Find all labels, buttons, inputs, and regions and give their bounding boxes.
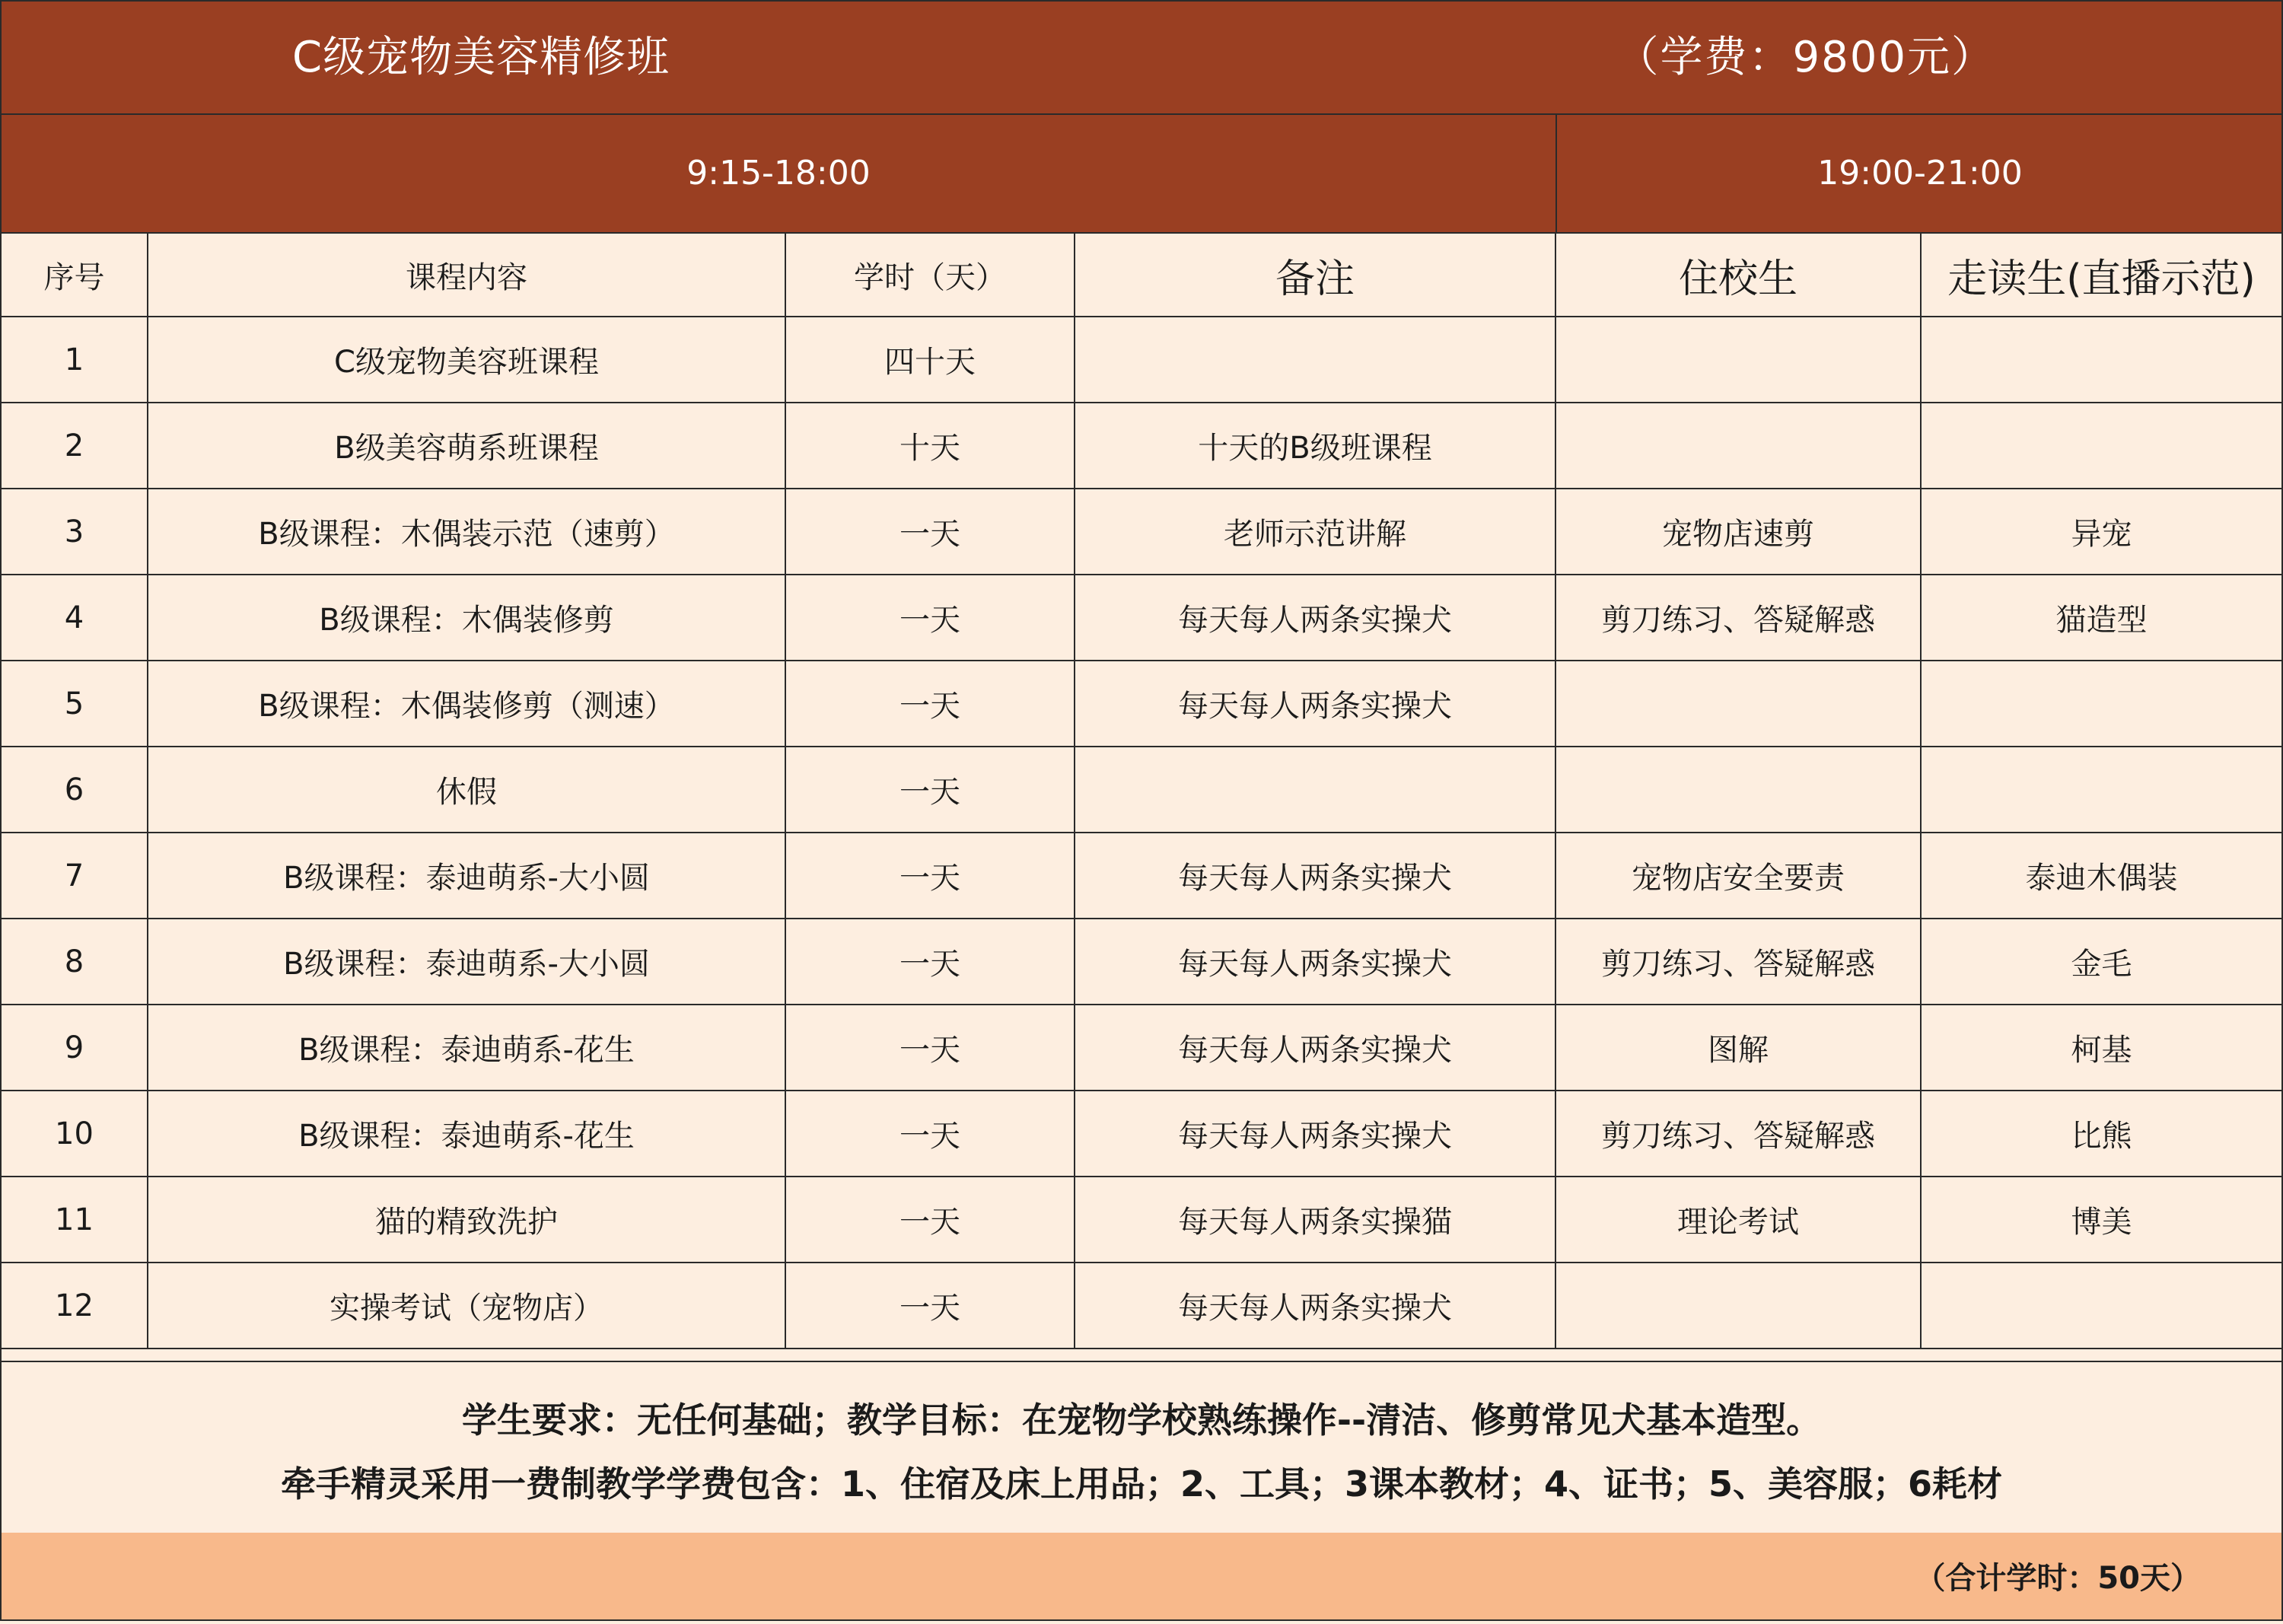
course-content-cell: B级课程：泰迪萌系-大小圆 (148, 919, 785, 1005)
row-index-cell: 6 (2, 747, 148, 833)
column-header-hours: 学时（天） (785, 234, 1075, 317)
hours-cell: 四十天 (785, 317, 1075, 403)
boarding-cell (1555, 317, 1921, 403)
course-content-cell: 休假 (148, 747, 785, 833)
hours-cell: 一天 (785, 919, 1075, 1005)
boarding-cell: 宠物店速剪 (1555, 489, 1921, 575)
table-row (2, 575, 2281, 661)
remarks-cell: 每天每人两条实操犬 (1075, 833, 1555, 919)
boarding-cell (1555, 661, 1921, 747)
day-student-cell: 博美 (1921, 1177, 2281, 1263)
remarks-cell: 每天每人两条实操猫 (1075, 1177, 1555, 1263)
day-student-cell: 异宠 (1921, 489, 2281, 575)
hours-cell: 一天 (785, 747, 1075, 833)
table-row (2, 1005, 2281, 1091)
hours-cell: 一天 (785, 833, 1075, 919)
column-header-boarding: 住校生 (1555, 234, 1921, 317)
boarding-cell: 剪刀练习、答疑解惑 (1555, 575, 1921, 661)
course-content-cell: B级课程：木偶装示范（速剪） (148, 489, 785, 575)
table-row (2, 919, 2281, 1005)
boarding-cell: 图解 (1555, 1005, 1921, 1091)
row-index-cell: 11 (2, 1177, 148, 1263)
requirements-line: 学生要求：无任何基础；教学目标：在宠物学校熟练操作--清洁、修剪常见犬基本造型。 (461, 1400, 1822, 1441)
table-row (2, 1091, 2281, 1177)
tuition-includes-line: 牵手精灵采用一费制教学学费包含：1、住宿及床上用品；2、工具；3课本教材；4、证书；5、美容服；6耗材 (280, 1463, 2003, 1505)
day-student-cell: 柯基 (1921, 1005, 2281, 1091)
course-content-cell: B级课程：泰迪萌系-大小圆 (148, 833, 785, 919)
schedule-table (2, 234, 2281, 1349)
table-row (2, 1263, 2281, 1349)
day-student-cell (1921, 1263, 2281, 1349)
day-student-cell (1921, 747, 2281, 833)
time-slot-bar (2, 115, 2281, 234)
boarding-cell: 剪刀练习、答疑解惑 (1555, 1091, 1921, 1177)
remarks-cell (1075, 747, 1555, 833)
day-student-cell (1921, 403, 2281, 489)
hours-cell: 一天 (785, 489, 1075, 575)
row-index-cell: 3 (2, 489, 148, 575)
hours-cell: 一天 (785, 1091, 1075, 1177)
remarks-cell: 每天每人两条实操犬 (1075, 1263, 1555, 1349)
hours-cell: 一天 (785, 1263, 1075, 1349)
table-header-row (2, 234, 2281, 317)
table-row (2, 1177, 2281, 1263)
course-content-cell: 实操考试（宠物店） (148, 1263, 785, 1349)
column-header-day-student: 走读生(直播示范) (1921, 234, 2281, 317)
course-content-cell: B级课程：木偶装修剪 (148, 575, 785, 661)
table-row (2, 317, 2281, 403)
total-hours: （合计学时：50天） (1915, 1561, 2201, 1596)
row-index-cell: 10 (2, 1091, 148, 1177)
footer-bar (2, 1533, 2281, 1619)
course-content-cell: B级课程：泰迪萌系-花生 (148, 1005, 785, 1091)
row-index-cell: 9 (2, 1005, 148, 1091)
requirements-note (2, 1361, 2281, 1534)
day-student-cell: 金毛 (1921, 919, 2281, 1005)
day-time-slot: 9:15-18:00 (686, 154, 871, 193)
day-student-cell (1921, 661, 2281, 747)
row-index-cell: 4 (2, 575, 148, 661)
course-title: C级宠物美容精修班 (292, 33, 670, 82)
boarding-cell: 理论考试 (1555, 1177, 1921, 1263)
hours-cell: 一天 (785, 1005, 1075, 1091)
title-bar (2, 2, 2281, 115)
day-student-cell: 比熊 (1921, 1091, 2281, 1177)
day-student-cell (1921, 317, 2281, 403)
row-index-cell: 5 (2, 661, 148, 747)
remarks-cell: 每天每人两条实操犬 (1075, 575, 1555, 661)
row-index-cell: 8 (2, 919, 148, 1005)
remarks-cell (1075, 317, 1555, 403)
tuition-fee: （学费：9800元） (1616, 33, 1995, 82)
day-student-cell: 泰迪木偶装 (1921, 833, 2281, 919)
course-content-cell: B级课程：泰迪萌系-花生 (148, 1091, 785, 1177)
table-row (2, 747, 2281, 833)
boarding-cell (1555, 1263, 1921, 1349)
table-row (2, 403, 2281, 489)
course-content-cell: B级美容萌系班课程 (148, 403, 785, 489)
remarks-cell: 每天每人两条实操犬 (1075, 1091, 1555, 1177)
evening-time-slot: 19:00-21:00 (1555, 115, 2283, 232)
course-content-cell: B级课程：木偶装修剪（测速） (148, 661, 785, 747)
hours-cell: 一天 (785, 575, 1075, 661)
row-index-cell: 2 (2, 403, 148, 489)
day-student-cell: 猫造型 (1921, 575, 2281, 661)
row-index-cell: 12 (2, 1263, 148, 1349)
boarding-cell: 宠物店安全要责 (1555, 833, 1921, 919)
remarks-cell: 每天每人两条实操犬 (1075, 661, 1555, 747)
course-content-cell: C级宠物美容班课程 (148, 317, 785, 403)
boarding-cell (1555, 747, 1921, 833)
column-header-remarks: 备注 (1075, 234, 1555, 317)
boarding-cell: 剪刀练习、答疑解惑 (1555, 919, 1921, 1005)
hours-cell: 十天 (785, 403, 1075, 489)
table-row (2, 661, 2281, 747)
row-index-cell: 7 (2, 833, 148, 919)
course-content-cell: 猫的精致洗护 (148, 1177, 785, 1263)
row-index-cell: 1 (2, 317, 148, 403)
remarks-cell: 每天每人两条实操犬 (1075, 919, 1555, 1005)
remarks-cell: 老师示范讲解 (1075, 489, 1555, 575)
hours-cell: 一天 (785, 661, 1075, 747)
boarding-cell (1555, 403, 1921, 489)
remarks-cell: 十天的B级班课程 (1075, 403, 1555, 489)
column-header-index: 序号 (2, 234, 148, 317)
remarks-cell: 每天每人两条实操犬 (1075, 1005, 1555, 1091)
table-row (2, 833, 2281, 919)
column-header-content: 课程内容 (148, 234, 785, 317)
schedule-table-body (2, 317, 2281, 1349)
hours-cell: 一天 (785, 1177, 1075, 1263)
table-row (2, 489, 2281, 575)
